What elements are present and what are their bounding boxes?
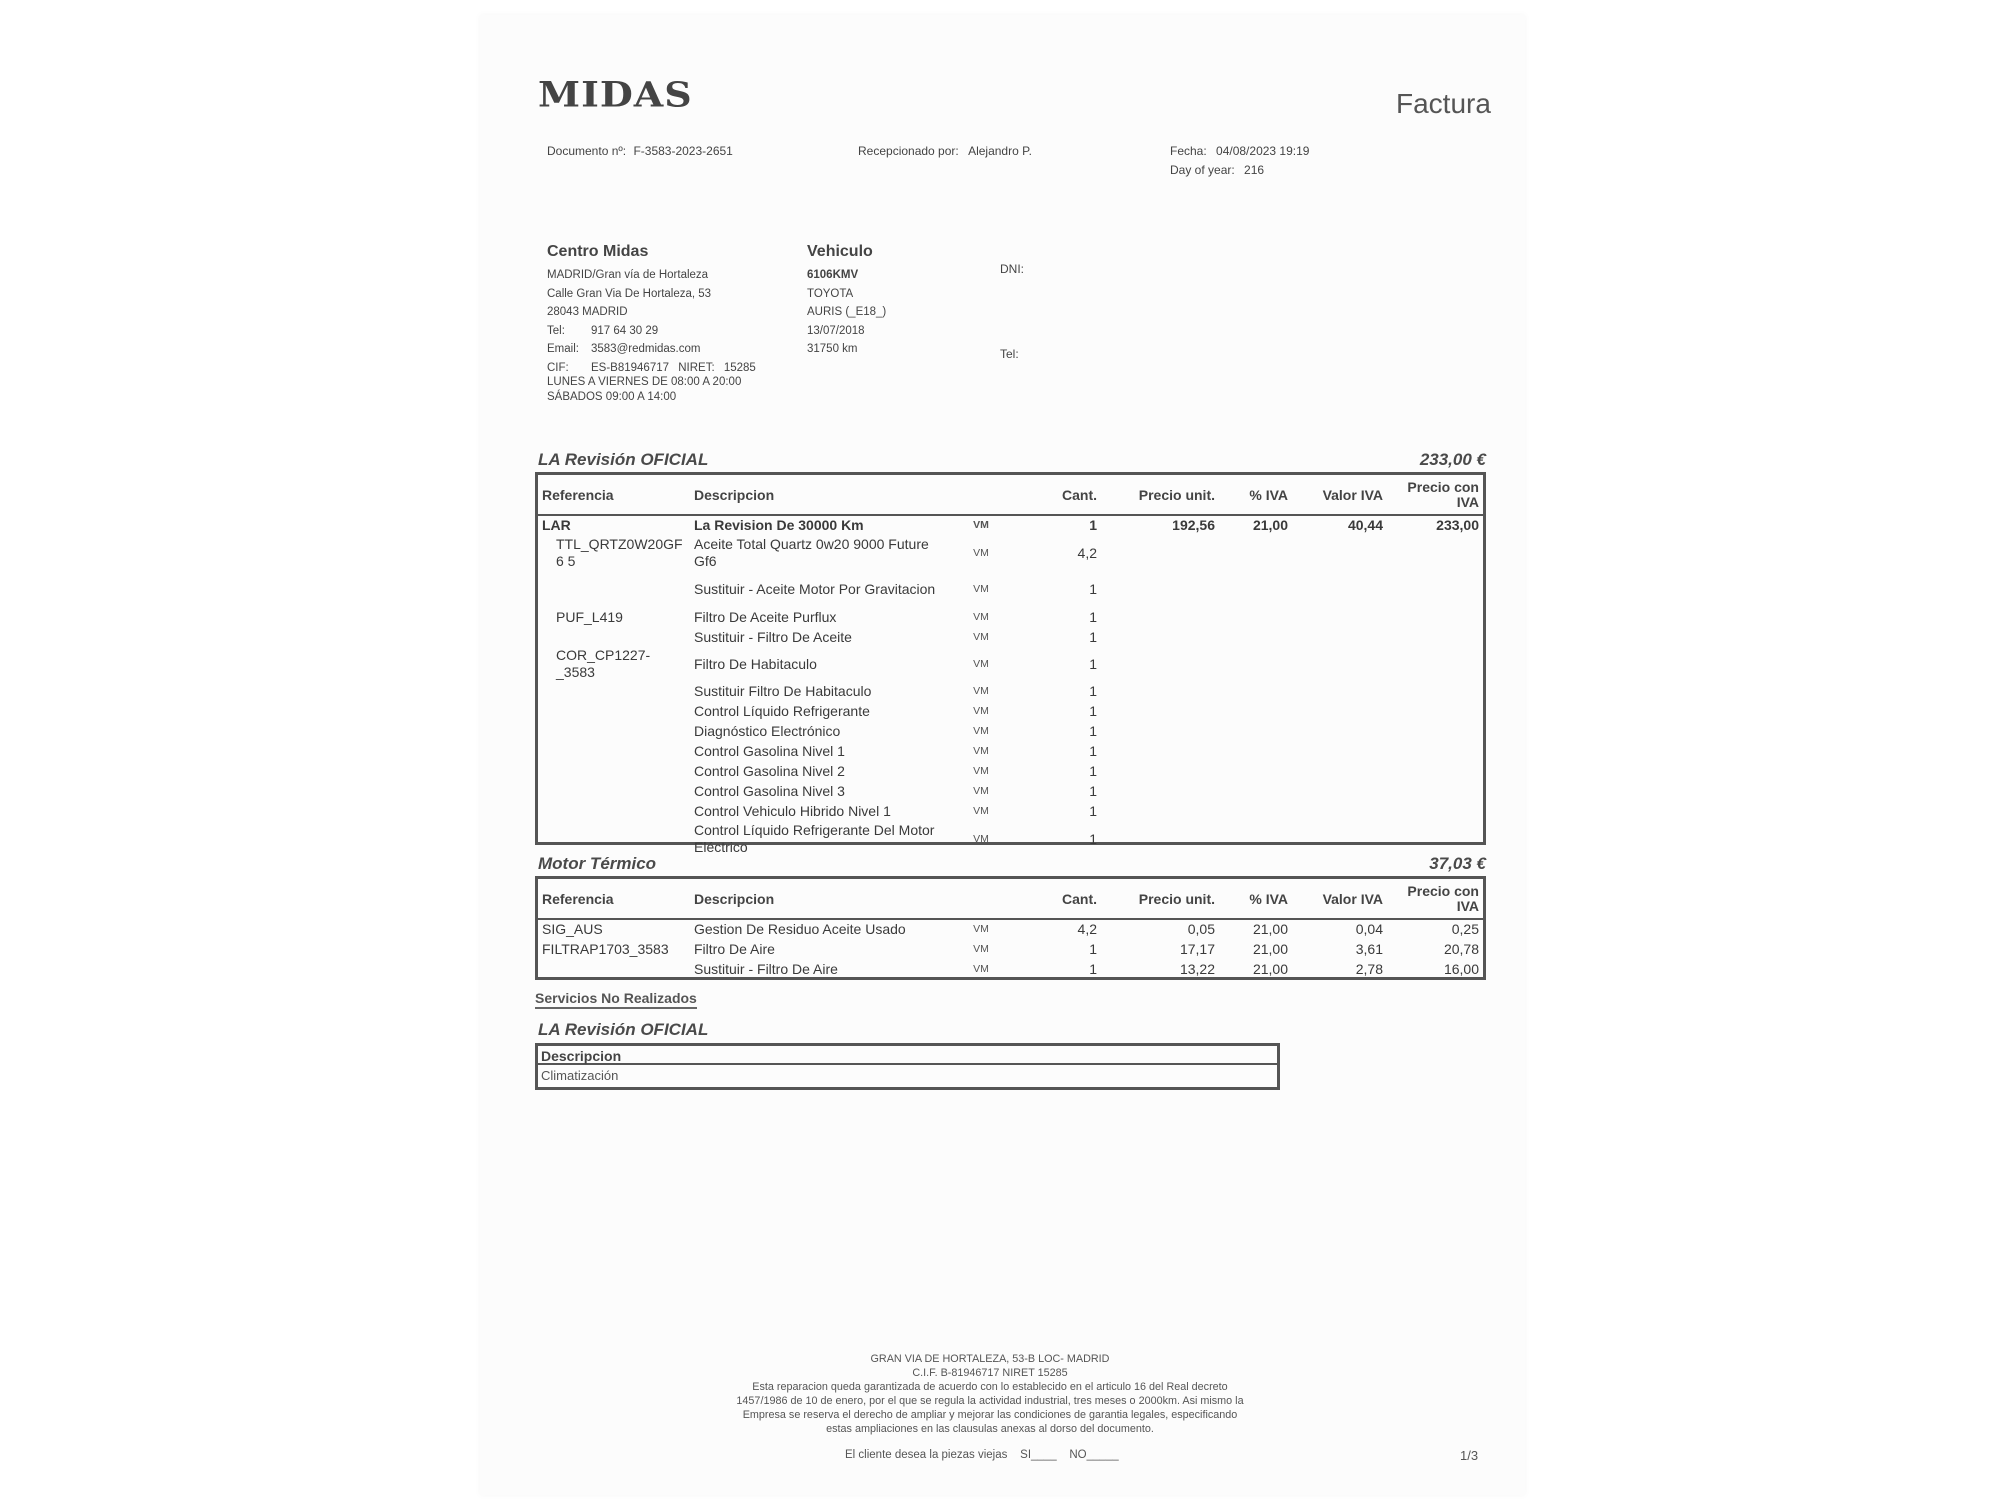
row-total: 16,00 [1443, 960, 1479, 977]
centro-email-label: Email: [547, 343, 579, 355]
vehicle-title: Vehiculo [807, 243, 873, 260]
services-not-performed-col: Descripcion [538, 1046, 1277, 1065]
table-row [538, 607, 1483, 627]
table-row [538, 801, 1483, 821]
centro-phone-label: Tel: [547, 324, 565, 337]
row-ref [538, 781, 690, 801]
footer-line: estas ampliaciones en las clausulas anexas al dorso del documento. [826, 1423, 1154, 1435]
col-precio-unit: Precio unit. [1101, 475, 1219, 515]
row-vm: VM [973, 519, 989, 531]
centro-email-value: 3583@redmidas.com [591, 343, 701, 355]
table-row [538, 781, 1483, 801]
row-iva: 21,00 [1252, 960, 1288, 977]
section-motor-title: Motor Térmico [538, 854, 657, 873]
centro-address-line: Calle Gran Via De Hortaleza, 53 [547, 287, 712, 300]
row-cant: 1 [1089, 655, 1097, 672]
row-cant: 1 [1089, 517, 1097, 533]
vehicle-info [807, 266, 886, 359]
table-row [538, 821, 1483, 857]
row-desc: Filtro De Habitaculo [694, 655, 817, 672]
col-descripcion: Descripcion [690, 879, 946, 919]
row-desc: Filtro De Aceite Purflux [694, 608, 837, 625]
row-vm: VM [973, 582, 989, 595]
row-ref [538, 761, 690, 781]
table-row [538, 571, 1483, 607]
row-ref: COR_CP1227-_3583 [556, 647, 651, 680]
services-not-performed-box [535, 1043, 1280, 1090]
col-precio-con-iva [1387, 879, 1483, 919]
row-vm: VM [973, 657, 989, 670]
row-desc: Control Líquido Refrigerante Del Motor Eléctrico [694, 822, 935, 855]
hours-saturday: SÁBADOS 09:00 A 14:00 [547, 391, 677, 403]
row-vm: VM [973, 724, 989, 737]
row-ref: SIG_AUS [542, 921, 603, 937]
day-of-year-value: 216 [1244, 163, 1265, 177]
vehicle-plate: 6106KMV [807, 269, 859, 281]
row-ref [538, 627, 690, 647]
row-cant: 1 [1089, 702, 1097, 719]
col-referencia: Referencia [538, 879, 690, 919]
table-row [538, 919, 1483, 939]
received-by [858, 144, 1032, 158]
midas-logo: MIDAS [538, 74, 693, 115]
client-phone-label: Tel: [1000, 347, 1019, 361]
row-precio: 0,05 [1187, 921, 1215, 937]
footer-line: Empresa se reserva el derecho de ampliar y mejorar las condiciones de garantia legales, especificando [742, 1409, 1238, 1421]
table-row [538, 515, 1483, 535]
row-cant: 1 [1089, 742, 1097, 759]
col-iva-pct: % IVA [1219, 475, 1292, 515]
row-ref [538, 681, 690, 701]
row-vm: VM [973, 784, 989, 797]
row-ref: PUF_L419 [556, 608, 623, 625]
centro-cif-label: CIF: [547, 361, 569, 374]
col-cantidad: Cant. [1016, 475, 1101, 515]
row-ref [538, 701, 690, 721]
col-precio-con-iva-line2: IVA [1456, 897, 1479, 914]
row-ref [538, 741, 690, 761]
centro-address-line: 28043 MADRID [547, 306, 628, 318]
row-precio: 17,17 [1179, 940, 1215, 957]
row-ref [538, 959, 690, 979]
col-vm [946, 879, 1016, 919]
centro-niret-label: NIRET: [678, 361, 715, 374]
section-motor-table [538, 879, 1483, 979]
received-by-value: Alejandro P. [968, 144, 1032, 158]
row-cant: 1 [1089, 628, 1097, 645]
col-valor-iva: Valor IVA [1292, 879, 1387, 919]
dni-label: DNI: [1000, 262, 1024, 276]
col-precio-con-iva-line2: IVA [1456, 493, 1479, 510]
row-ref [538, 721, 690, 741]
footer-line: C.I.F. B-81946717 NIRET 15285 [912, 1367, 1068, 1379]
services-not-performed-heading: Servicios No Realizados [535, 990, 697, 1009]
row-vm: VM [973, 764, 989, 777]
old-parts-choice: El cliente desea la piezas viejas SI____ NO_____ [845, 1449, 1119, 1461]
table-row [538, 627, 1483, 647]
services-not-performed-title: LA Revisión OFICIAL [538, 1020, 709, 1039]
vehicle-km: 31750 km [807, 343, 858, 355]
row-cant: 1 [1089, 782, 1097, 799]
day-of-year [1170, 163, 1264, 177]
row-vm: VM [973, 546, 989, 559]
row-cant: 1 [1089, 682, 1097, 699]
row-vm: VM [973, 744, 989, 757]
row-cant: 1 [1089, 608, 1097, 625]
table-row [538, 721, 1483, 741]
table-row [538, 741, 1483, 761]
page-number: 1/3 [1460, 1448, 1479, 1463]
row-vm: VM [973, 630, 989, 643]
centro-cif-value: ES-B81946717 [591, 361, 670, 374]
row-ref: LAR [542, 517, 571, 533]
row-desc: Gestion De Residuo Aceite Usado [694, 921, 906, 937]
table-row [538, 701, 1483, 721]
table-header-row [538, 475, 1483, 515]
document-number-value: F-3583-2023-2651 [633, 144, 733, 158]
table-row [538, 761, 1483, 781]
centro-phone [547, 322, 756, 341]
centro-hours [547, 375, 741, 405]
row-vm: VM [973, 832, 989, 845]
row-cant: 1 [1089, 722, 1097, 739]
document-number [547, 144, 733, 158]
section-motor-table-box [535, 876, 1486, 980]
invoice-date [1170, 144, 1309, 158]
row-precio: 192,56 [1172, 517, 1215, 533]
centro-address-line: MADRID/Gran vía de Hortaleza [547, 269, 709, 281]
row-cant: 1 [1089, 802, 1097, 819]
table-row [538, 681, 1483, 701]
row-cant: 1 [1089, 960, 1097, 977]
table-row [538, 535, 1483, 571]
footer-line: GRAN VIA DE HORTALEZA, 53-B LOC- MADRID [870, 1353, 1110, 1365]
row-cant: 1 [1089, 940, 1097, 957]
section-motor-total: 37,03 € [1429, 854, 1486, 873]
row-iva: 21,00 [1252, 940, 1288, 957]
col-descripcion: Descripcion [690, 475, 946, 515]
services-not-performed-item: Climatización [541, 1068, 619, 1083]
row-precio: 13,22 [1179, 960, 1215, 977]
row-vm: VM [973, 610, 989, 623]
row-desc: Sustituir Filtro De Habitaculo [694, 682, 872, 699]
table-row [538, 959, 1483, 979]
document-type-title: Factura [1396, 88, 1491, 119]
row-desc: Diagnóstico Electrónico [694, 722, 841, 739]
vehicle-make: TOYOTA [807, 287, 854, 300]
section-revision-table [538, 475, 1483, 857]
centro-email [547, 340, 756, 359]
row-desc: Sustituir - Filtro De Aceite [694, 628, 852, 645]
row-iva: 21,00 [1252, 921, 1288, 937]
table-header-row [538, 879, 1483, 919]
row-vm: VM [973, 684, 989, 697]
row-total: 233,00 [1436, 517, 1479, 533]
row-valor-iva: 3,61 [1355, 940, 1383, 957]
section-revision-table-box [535, 472, 1486, 855]
row-desc: Filtro De Aire [694, 940, 775, 957]
row-valor-iva: 0,04 [1355, 921, 1383, 937]
footer-legal [680, 1352, 1300, 1436]
row-ref [538, 821, 690, 857]
row-valor-iva: 40,44 [1347, 517, 1383, 533]
vehicle-date: 13/07/2018 [807, 324, 865, 337]
col-precio-con-iva-line1: Precio con [1407, 882, 1479, 899]
row-total: 0,25 [1451, 921, 1479, 937]
row-desc: La Revision De 30000 Km [694, 517, 864, 533]
row-iva: 21,00 [1252, 517, 1288, 533]
document-number-label: Documento nº: [547, 144, 627, 158]
row-desc: Control Líquido Refrigerante [694, 702, 870, 719]
row-ref: TTL_QRTZ0W20GF6 5 [556, 536, 683, 569]
col-vm [946, 475, 1016, 515]
row-cant: 4,2 [1077, 544, 1097, 561]
row-vm: VM [973, 923, 989, 935]
row-valor-iva: 2,78 [1355, 960, 1383, 977]
section-revision-title: LA Revisión OFICIAL [538, 450, 709, 469]
row-ref: FILTRAP1703_3583 [542, 940, 669, 957]
col-precio-con-iva-line1: Precio con [1407, 478, 1479, 495]
centro-title: Centro Midas [547, 243, 649, 260]
row-ref [538, 571, 690, 607]
hours-weekdays: LUNES A VIERNES DE 08:00 A 20:00 [547, 376, 742, 388]
footer-line: Esta reparacion queda garantizada de acuerdo con lo establecido en el articulo 16 del Real decreto [752, 1381, 1228, 1393]
row-vm: VM [973, 804, 989, 817]
row-desc: Control Vehiculo Hibrido Nivel 1 [694, 802, 891, 819]
row-desc: Control Gasolina Nivel 2 [694, 762, 845, 779]
date-label: Fecha: [1170, 144, 1207, 158]
row-ref [538, 801, 690, 821]
row-vm: VM [973, 942, 989, 955]
centro-phone-value: 917 64 30 29 [591, 324, 659, 337]
col-valor-iva: Valor IVA [1292, 475, 1387, 515]
centro-niret-value: 15285 [723, 361, 756, 374]
row-cant: 1 [1089, 762, 1097, 779]
received-by-label: Recepcionado por: [858, 144, 959, 158]
col-cantidad: Cant. [1016, 879, 1101, 919]
row-vm: VM [973, 704, 989, 717]
day-of-year-label: Day of year: [1170, 163, 1235, 177]
table-row [538, 939, 1483, 959]
row-desc: Aceite Total Quartz 0w20 9000 Future Gf6 [694, 536, 929, 569]
row-vm: VM [973, 962, 989, 975]
row-total: 20,78 [1443, 940, 1479, 957]
centro-address [547, 266, 756, 377]
footer-line: 1457/1986 de 10 de enero, por el que se regula la actividad industrial, tres meses o 2000km. Asi mismo la [736, 1395, 1244, 1407]
col-precio-con-iva [1387, 475, 1483, 515]
row-cant: 1 [1089, 580, 1097, 597]
row-cant: 4,2 [1077, 921, 1097, 937]
row-desc: Sustituir - Filtro De Aire [694, 960, 838, 977]
col-referencia: Referencia [538, 475, 690, 515]
row-cant: 1 [1089, 830, 1097, 847]
row-desc: Sustituir - Aceite Motor Por Gravitacion [694, 580, 936, 597]
row-desc: Control Gasolina Nivel 3 [694, 782, 845, 799]
col-precio-unit: Precio unit. [1101, 879, 1219, 919]
section-revision-total: 233,00 € [1419, 450, 1486, 469]
vehicle-model: AURIS (_E18_) [807, 306, 887, 318]
table-row [538, 647, 1483, 681]
col-iva-pct: % IVA [1219, 879, 1292, 919]
row-desc: Control Gasolina Nivel 1 [694, 742, 845, 759]
date-value: 04/08/2023 19:19 [1216, 144, 1310, 158]
